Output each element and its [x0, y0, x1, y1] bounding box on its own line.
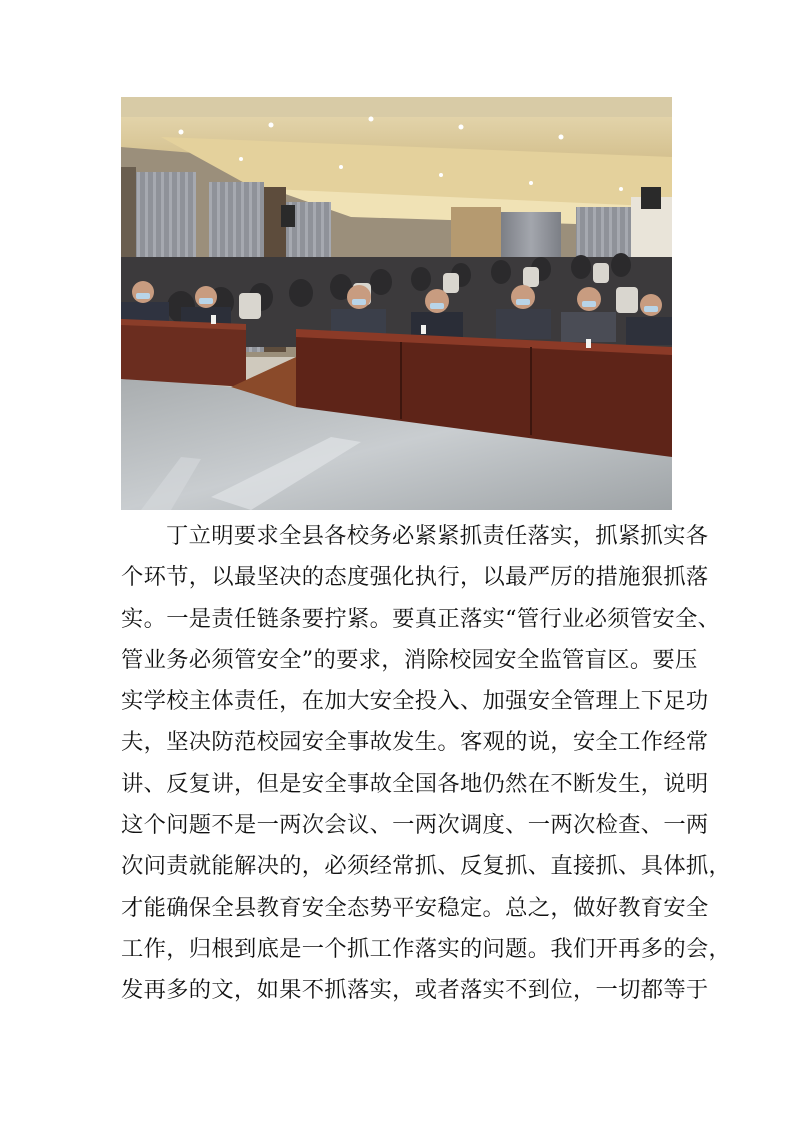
text-line: 实。一是责任链条要拧紧。要真正落实“管行业必须管安全、	[121, 605, 721, 632]
text-line: 实学校主体责任，在加大安全投入、加强安全管理上下足功	[121, 688, 709, 715]
text-line: 这个问题不是一两次会议、一两次调度、一两次检查、一两	[121, 812, 709, 839]
text-line: 个环节，以最坚决的态度强化执行，以最严厉的措施狠抓落	[121, 564, 709, 591]
text-line: 才能确保全县教育安全态势平安稳定。总之，做好教育安全	[121, 894, 709, 921]
text-line: 次问责就能解决的，必须经常抓、反复抓、直接抓、具体抓，	[121, 853, 732, 880]
meeting-photo	[121, 97, 672, 510]
text-line: 丁立明要求全县各校务必紧紧抓责任落实，抓紧抓实各	[166, 523, 709, 549]
article-body	[121, 516, 732, 1012]
text-line: 工作，归根到底是一个抓工作落实的问题。我们开再多的会，	[121, 935, 732, 962]
text-line: 发再多的文，如果不抓落实，或者落实不到位，一切都等于	[121, 977, 709, 1004]
meeting-hall-image	[121, 97, 672, 510]
text-line: 夫，坚决防范校园安全事故发生。客观的说，安全工作经常	[121, 729, 709, 756]
article-paragraph	[121, 516, 732, 1012]
text-line: 管业务必须管安全”的要求，消除校园安全监管盲区。要压	[121, 646, 698, 673]
text-line: 讲、反复讲，但是安全事故全国各地仍然在不断发生，说明	[121, 770, 709, 797]
